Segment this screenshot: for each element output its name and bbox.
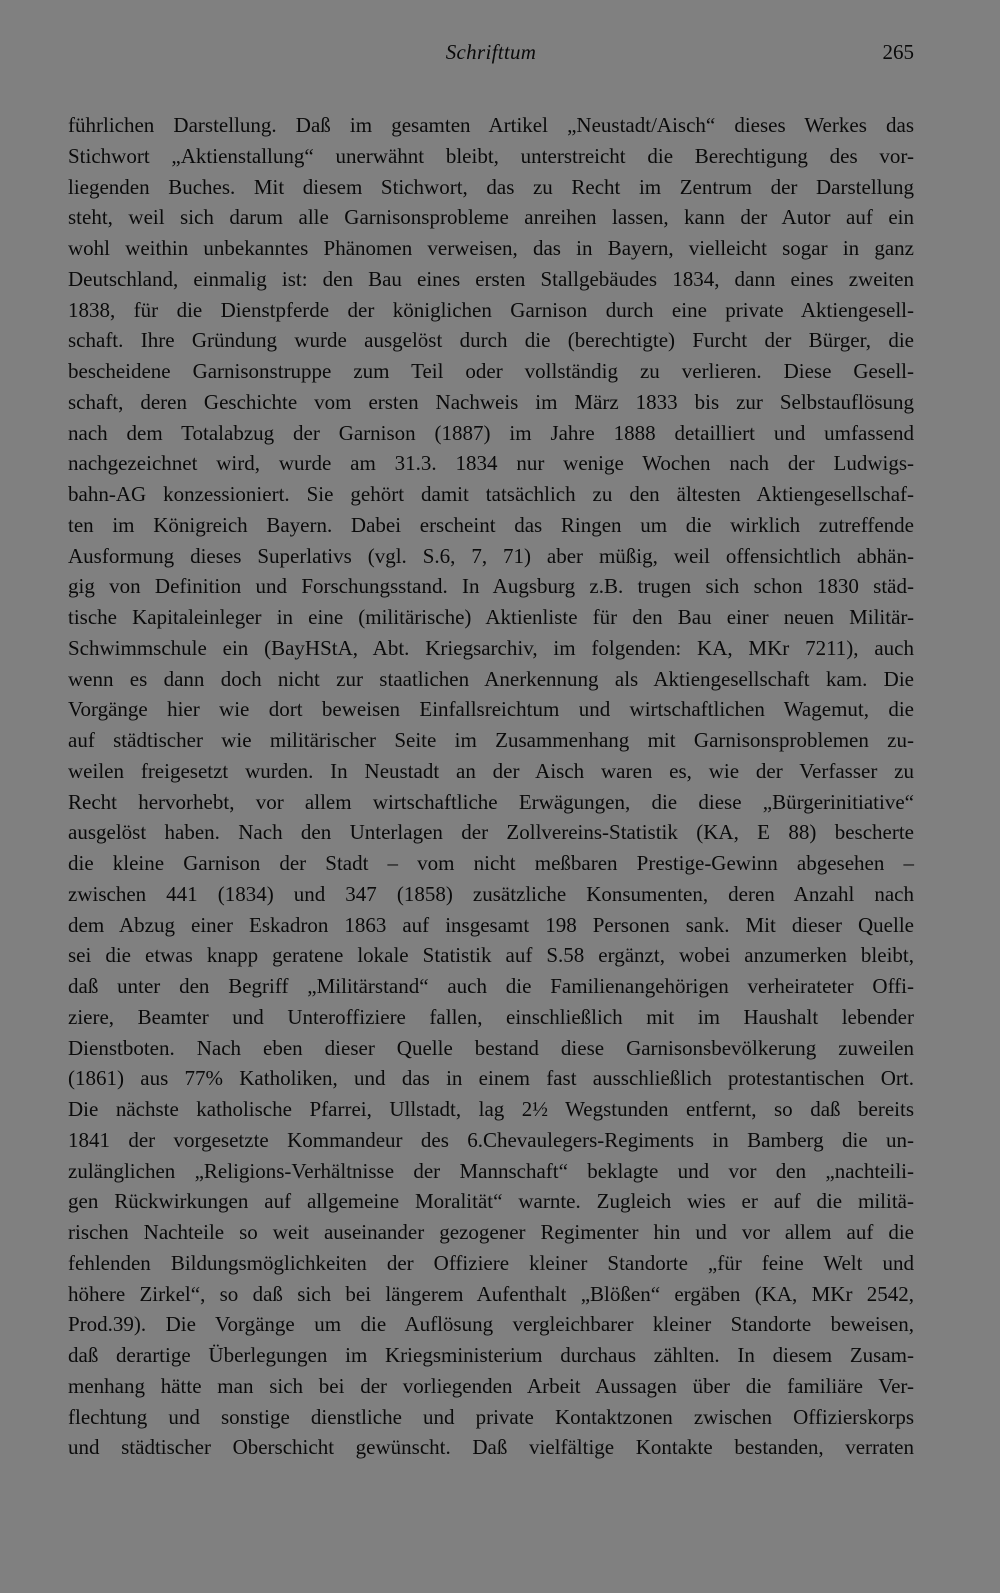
text-line: Ausformung dieses Superlativs (vgl. S.6, 7, 71) aber müßig, weil offensichtlich abhän- [68, 543, 914, 568]
text-line: steht, weil sich darum alle Garnisonsprobleme anreihen lassen, kann der Autor auf ein [68, 205, 914, 230]
text-line: tische Kapitaleinleger in eine (militärische) Aktienliste für den Bau einer neuen Militär- [68, 605, 914, 629]
running-head [68, 40, 914, 74]
text-line: (1861) aus 77% Katholiken, und das in einem fast ausschließlich protestantischen Ort. [68, 1066, 914, 1091]
text-line: weilen freigesetzt wurden. In Neustadt an der Aisch waren es, wie der Verfasser zu [68, 758, 914, 783]
text-line: liegenden Buches. Mit diesem Stichwort, das zu Recht im Zentrum der Darstellung [68, 174, 914, 199]
text-line: daß derartige Überlegungen im Kriegsministerium durchaus zählten. In diesem Zusam- [68, 1343, 914, 1367]
text-line: nach dem Totalabzug der Garnison (1887) im Jahre 1888 detailliert und umfassend [68, 420, 914, 445]
text-line: 1838, für die Dienstpferde der königlichen Garnison durch eine private Aktiengesell- [68, 297, 914, 322]
text-line: schaft. Ihre Gründung wurde ausgelöst durch die (berechtigte) Furcht der Bürger, die [68, 328, 914, 353]
text-line: gen Rückwirkungen auf allgemeine Moralität“ warnte. Zugleich wies er auf die militä- [68, 1189, 914, 1214]
text-line: ausgelöst haben. Nach den Unterlagen der Zollvereins-Statistik (KA, E 88) bescherte [68, 820, 914, 845]
text-line: flechtung und sonstige dienstliche und private Kontaktzonen zwischen Offizierskorps [68, 1404, 914, 1429]
text-line: die kleine Garnison der Stadt – vom nicht meßbaren Prestige-Gewinn abgesehen – [68, 851, 914, 875]
text-line: rischen Nachteile so weit auseinander gezogener Regimenter hin und vor allem auf die [68, 1220, 914, 1244]
text-line: Prod.39). Die Vorgänge um die Auflösung vergleichbarer kleiner Standorte beweisen, [68, 1312, 914, 1337]
text-line: und städtischer Oberschicht gewünscht. Daß vielfältige Kontakte bestanden, verraten [68, 1435, 914, 1460]
page-number: 265 [882, 40, 914, 64]
text-line: ziere, Beamter und Unteroffiziere fallen, einschließlich mit im Haushalt lebender [68, 1004, 914, 1029]
text-line: wohl weithin unbekanntes Phänomen verweisen, das in Bayern, vielleicht sogar in ganz [68, 236, 914, 260]
text-line: Deutschland, einmalig ist: den Bau eines ersten Stallgebäudes 1834, dann eines zweiten [68, 266, 914, 291]
text-line: Dienstboten. Nach eben dieser Quelle bestand diese Garnisonsbevölkerung zuweilen [68, 1035, 914, 1060]
text-line: höhere Zirkel“, so daß sich bei längerem Aufenthalt „Blößen“ ergäben (KA, MKr 2542, [68, 1281, 914, 1306]
text-line: dem Abzug einer Eskadron 1863 auf insgesamt 198 Personen sank. Mit dieser Quelle [68, 912, 914, 937]
text-line: schaft, deren Geschichte vom ersten Nachweis im März 1833 bis zur Selbstauflösung [68, 389, 914, 414]
text-line: ten im Königreich Bayern. Dabei erscheint das Ringen um die wirklich zutreffende [68, 512, 914, 537]
text-line: Schwimmschule ein (BayHStA, Abt. Kriegsarchiv, im folgenden: KA, MKr 7211), auch [68, 635, 914, 660]
text-line: Recht hervorhebt, vor allem wirtschaftliche Erwägungen, die diese „Bürgerinitiative“ [68, 789, 914, 814]
body-text [68, 110, 914, 1463]
text-line: Stichwort „Aktienstallung“ unerwähnt bleibt, unterstreicht die Berechtigung des vor- [68, 143, 914, 168]
text-line: Vorgänge hier wie dort beweisen Einfallsreichtum und wirtschaftlichen Wagemut, die [68, 697, 914, 722]
text-line: auf städtischer wie militärischer Seite im Zusammenhang mit Garnisonsproblemen zu- [68, 728, 914, 752]
text-line: bahn-AG konzessioniert. Sie gehört damit tatsächlich zu den ältesten Aktiengesellschaf- [68, 482, 914, 506]
text-line: wenn es dann doch nicht zur staatlichen Anerkennung als Aktiengesellschaft kam. Die [68, 666, 914, 691]
text-line: fehlenden Bildungsmöglichkeiten der Offiziere kleiner Standorte „für feine Welt und [68, 1250, 914, 1275]
text-line: zulänglichen „Religions-Verhältnisse der Mannschaft“ beklagte und vor den „nachteili- [68, 1158, 914, 1183]
text-line: zwischen 441 (1834) und 347 (1858) zusätzliche Konsumenten, deren Anzahl nach [68, 881, 914, 906]
text-line: 1841 der vorgesetzte Kommandeur des 6.Chevaulegers-Regiments in Bamberg die un- [68, 1127, 914, 1152]
text-line: Die nächste katholische Pfarrei, Ullstadt, lag 2½ Wegstunden entfernt, so daß bereits [68, 1097, 914, 1121]
text-line: gig von Definition und Forschungsstand. In Augsburg z.B. trugen sich schon 1830 städ- [68, 574, 914, 599]
text-line: daß unter den Begriff „Militärstand“ auch die Familienangehörigen verheirateter Offi- [68, 974, 914, 998]
text-line: nachgezeichnet wird, wurde am 31.3. 1834 nur wenige Wochen nach der Ludwigs- [68, 451, 914, 476]
text-line: bescheidene Garnisonstruppe zum Teil oder vollständig zu verlieren. Diese Gesell- [68, 359, 914, 383]
text-line: menhang hätte man sich bei der vorliegenden Arbeit Aussagen über die familiäre Ver- [68, 1373, 914, 1398]
text-line: sei die etwas knapp geratene lokale Statistik auf S.58 ergänzt, wobei anzumerken bleibt, [68, 943, 914, 968]
section-title: Schrifttum [445, 40, 537, 64]
text-line: führlichen Darstellung. Daß im gesamten Artikel „Neustadt/Aisch“ dieses Werkes das [68, 113, 914, 137]
